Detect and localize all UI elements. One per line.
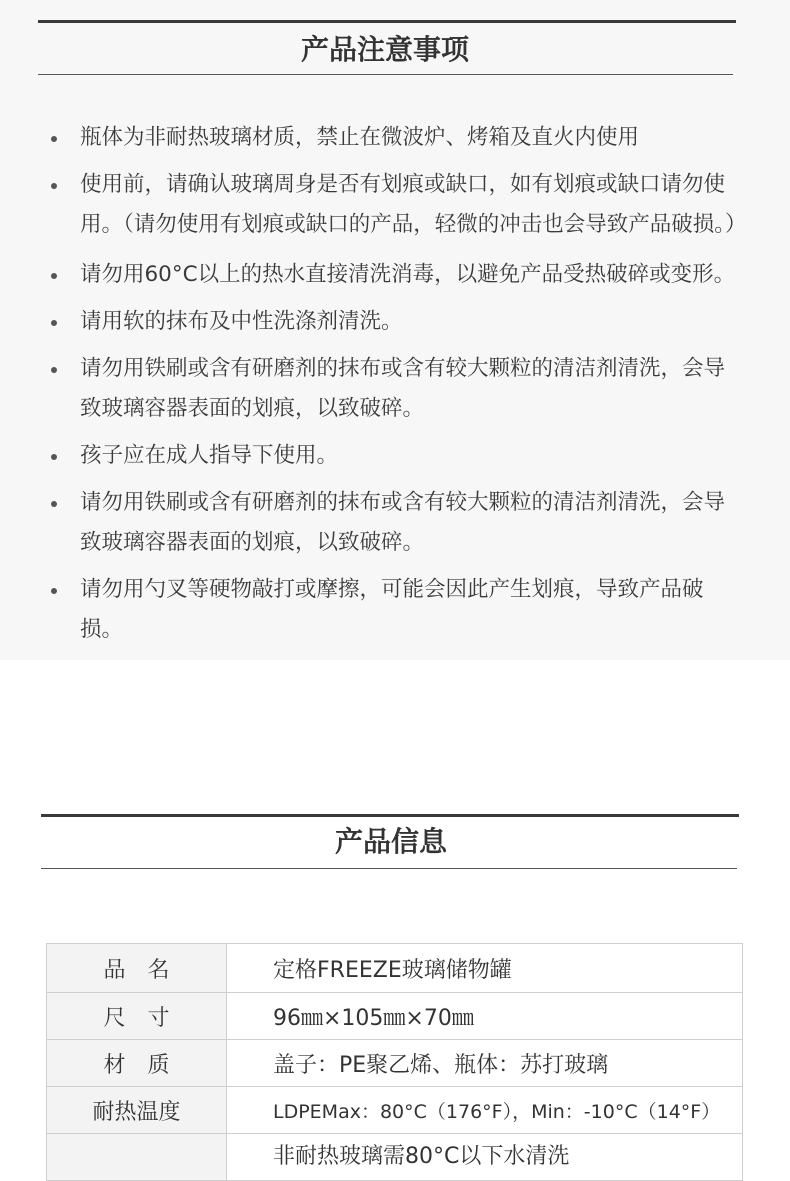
note-text: 请勿用勺叉等硬物敲打或摩擦，可能会因此产生划痕，导致产品破损。: [80, 577, 704, 642]
info-title: 产品信息: [334, 825, 447, 858]
bullet-icon: [51, 183, 57, 189]
note-text: 请勿用60°C以上的热水直接清洗消毒，以避免产品受热破碎或变形。: [80, 262, 736, 287]
note-item: [0, 349, 736, 429]
product-info-table: [46, 943, 743, 1181]
table-row: [47, 1087, 743, 1134]
row-value: 定格FREEZE玻璃储物罐: [227, 944, 743, 993]
bullet-icon: [51, 273, 57, 279]
note-text: 请勿用铁刷或含有研磨剂的抹布或含有较大颗粒的清洁剂清洗，会导致玻璃容器表面的划痕，以致破碎。: [80, 356, 726, 421]
note-item: [0, 483, 736, 563]
note-text: 请勿用铁刷或含有研磨剂的抹布或含有较大颗粒的清洁剂清洗，会导致玻璃容器表面的划痕，以致破碎。: [80, 490, 726, 555]
row-label: [47, 1134, 227, 1181]
notes-top-rule: [38, 20, 736, 23]
bullet-icon: [51, 320, 57, 326]
note-text: 使用前，请确认玻璃周身是否有划痕或缺口，如有划痕或缺口请勿使用。（请勿使用有划痕或缺口的产品，轻微的冲击也会导致产品破损。）: [80, 172, 747, 237]
note-item: [0, 165, 747, 245]
row-value: LDPEMax：80°C（176°F），Min：-10°C（14°F）: [227, 1087, 743, 1134]
notes-bottom-rule: [38, 74, 733, 75]
note-item: [0, 570, 736, 650]
notes-list: [0, 118, 790, 657]
row-value: 非耐热玻璃需80°C以下水清洗: [227, 1134, 743, 1181]
info-top-rule: [41, 814, 739, 817]
bullet-icon: [51, 367, 57, 373]
info-bottom-rule: [41, 868, 737, 869]
row-value: 盖子：PE聚乙烯、瓶体：苏打玻璃: [227, 1040, 743, 1087]
row-label: 材 质: [47, 1040, 227, 1087]
note-text: 瓶体为非耐热玻璃材质，禁止在微波炉、烤箱及直火内使用: [80, 125, 640, 150]
table-row: [47, 944, 743, 993]
bullet-icon: [51, 136, 57, 142]
bullet-icon: [51, 501, 57, 507]
bullet-icon: [51, 454, 57, 460]
row-label: 品 名: [47, 944, 227, 993]
note-item: [0, 302, 736, 342]
table-row: [47, 1134, 743, 1181]
note-text: 孩子应在成人指导下使用。: [80, 443, 339, 468]
table-row: [47, 993, 743, 1040]
note-item: [0, 436, 736, 476]
row-value: 96㎜×105㎜×70㎜: [227, 993, 743, 1040]
row-label: 耐热温度: [47, 1087, 227, 1134]
table-row: [47, 1040, 743, 1087]
notes-title: 产品注意事项: [300, 33, 469, 66]
note-item: [0, 118, 736, 158]
note-item: [0, 255, 736, 295]
row-label: 尺 寸: [47, 993, 227, 1040]
note-text: 请用软的抹布及中性洗涤剂清洗。: [80, 309, 403, 334]
bullet-icon: [51, 588, 57, 594]
